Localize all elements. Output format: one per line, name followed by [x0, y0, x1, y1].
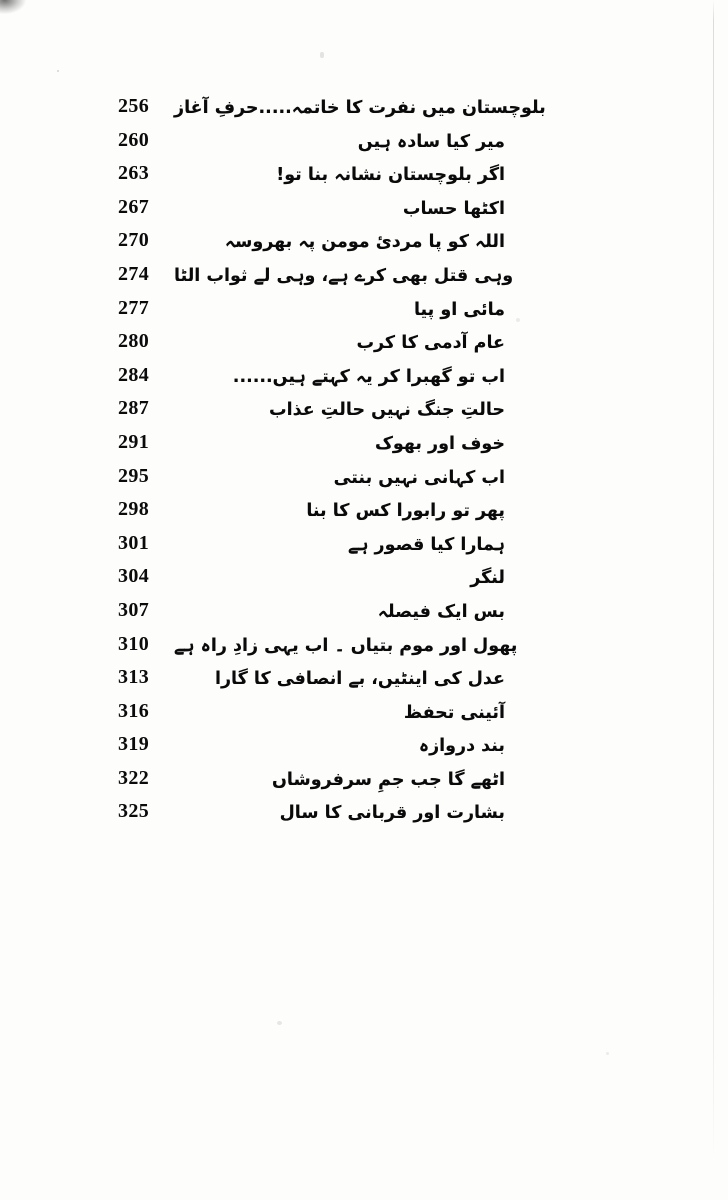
toc-entry-page-number: 310: [118, 632, 150, 655]
toc-entry-title: آئینی تحفظ: [403, 702, 505, 723]
scan-artifact-corner: [0, 0, 26, 14]
toc-entry-title: اگر بلوچستان نشانہ بنا تو!: [276, 165, 505, 186]
toc-entry-title: لنگر: [470, 568, 505, 589]
toc-entry: [0, 801, 728, 835]
toc-entry-page-number: 263: [118, 162, 150, 185]
toc-entry-page-number: 304: [118, 565, 150, 588]
toc-entry: [0, 600, 728, 634]
toc-entry-title: اٹھے گا جب جمِ سرفروشاں: [271, 769, 505, 790]
toc-entry-title: بلوچستان میں نفرت کا خاتمہ.....حرفِ آغاز: [174, 98, 546, 118]
toc-entry-title: پھول اور موم بتیاں ۔ اب یہی زادِ راہ ہے: [174, 635, 518, 656]
scan-speck: [57, 70, 59, 72]
toc-entry: [0, 365, 728, 399]
toc-entry-page-number: 284: [118, 363, 150, 386]
toc-entry-title: اللہ کو پا مردیٔ مومن پہ بھروسہ: [224, 232, 505, 253]
toc-entry-title: مائی او پیا: [413, 299, 505, 320]
toc-entry: [0, 298, 728, 332]
toc-entry-title: عدل کی اینٹیں، بے انصافی کا گارا: [214, 669, 505, 690]
toc-entry-title: پھر تو رابورا کس کا بنا: [306, 501, 505, 522]
toc-entry-title: اب کہانی نہیں بنتی: [333, 467, 505, 488]
toc-entry: [0, 533, 728, 567]
toc-entry-page-number: 291: [118, 430, 150, 453]
toc-entry: [0, 466, 728, 500]
toc-entry: [0, 130, 728, 164]
toc-entry-page-number: 316: [118, 699, 150, 722]
toc-entry: [0, 734, 728, 768]
toc-entry-title: بند دروازہ: [418, 736, 505, 757]
toc-entry: [0, 701, 728, 735]
toc-entry: [0, 264, 728, 298]
toc-entry: [0, 230, 728, 264]
toc-entry: [0, 667, 728, 701]
toc-entry: [0, 163, 728, 197]
toc-entry: [0, 331, 728, 365]
toc-entry-page-number: 298: [118, 498, 150, 521]
toc-entry-title: اب تو گھبرا کر یہ کہتے ہیں......: [232, 366, 505, 387]
toc-entry-page-number: 256: [118, 95, 150, 117]
toc-entry-page-number: 270: [118, 229, 150, 252]
toc-entry-title: بشارت اور قربانی کا سال: [279, 803, 505, 824]
table-of-contents-list: [0, 96, 728, 835]
scan-speck: [606, 1052, 609, 1055]
toc-entry: [0, 499, 728, 533]
toc-entry-title: بس ایک فیصلہ: [377, 601, 505, 622]
toc-entry: [0, 566, 728, 600]
toc-entry-page-number: 322: [118, 766, 150, 789]
toc-entry-title: وہی قتل بھی کرے ہے، وہی لے ثواب الٹا: [174, 265, 514, 286]
toc-entry-page-number: 267: [118, 195, 150, 218]
toc-entry-page-number: 280: [118, 330, 150, 353]
toc-entry: [0, 398, 728, 432]
toc-entry-page-number: 307: [118, 598, 150, 621]
toc-entry: [0, 634, 728, 668]
toc-entry: [0, 197, 728, 231]
toc-entry-page-number: 319: [118, 733, 150, 756]
toc-entry-page-number: 325: [118, 800, 150, 823]
toc-entry-title: اکٹھا حساب: [402, 198, 505, 219]
toc-entry-page-number: 274: [118, 262, 150, 285]
toc-entry-page-number: 313: [118, 666, 150, 689]
scan-speck: [277, 1021, 282, 1025]
toc-entry-title: عام آدمی کا کرب: [356, 333, 505, 354]
toc-entry-page-number: 295: [118, 464, 150, 487]
toc-entry-title: ہمارا کیا قصور ہے: [347, 534, 505, 555]
toc-entry: [0, 768, 728, 802]
scan-speck: [320, 52, 324, 58]
toc-entry: [0, 96, 728, 130]
toc-entry-title: حالتِ جنگ نہیں حالتِ عذاب: [269, 400, 505, 421]
toc-entry-page-number: 260: [118, 128, 150, 151]
toc-entry-title: خوف اور بھوک: [374, 433, 505, 454]
toc-entry-page-number: 301: [118, 531, 150, 554]
toc-entry: [0, 432, 728, 466]
toc-entry-page-number: 287: [118, 397, 150, 420]
toc-entry-page-number: 277: [118, 296, 150, 319]
toc-entry-title: میر کیا سادہ ہیں: [357, 131, 505, 152]
